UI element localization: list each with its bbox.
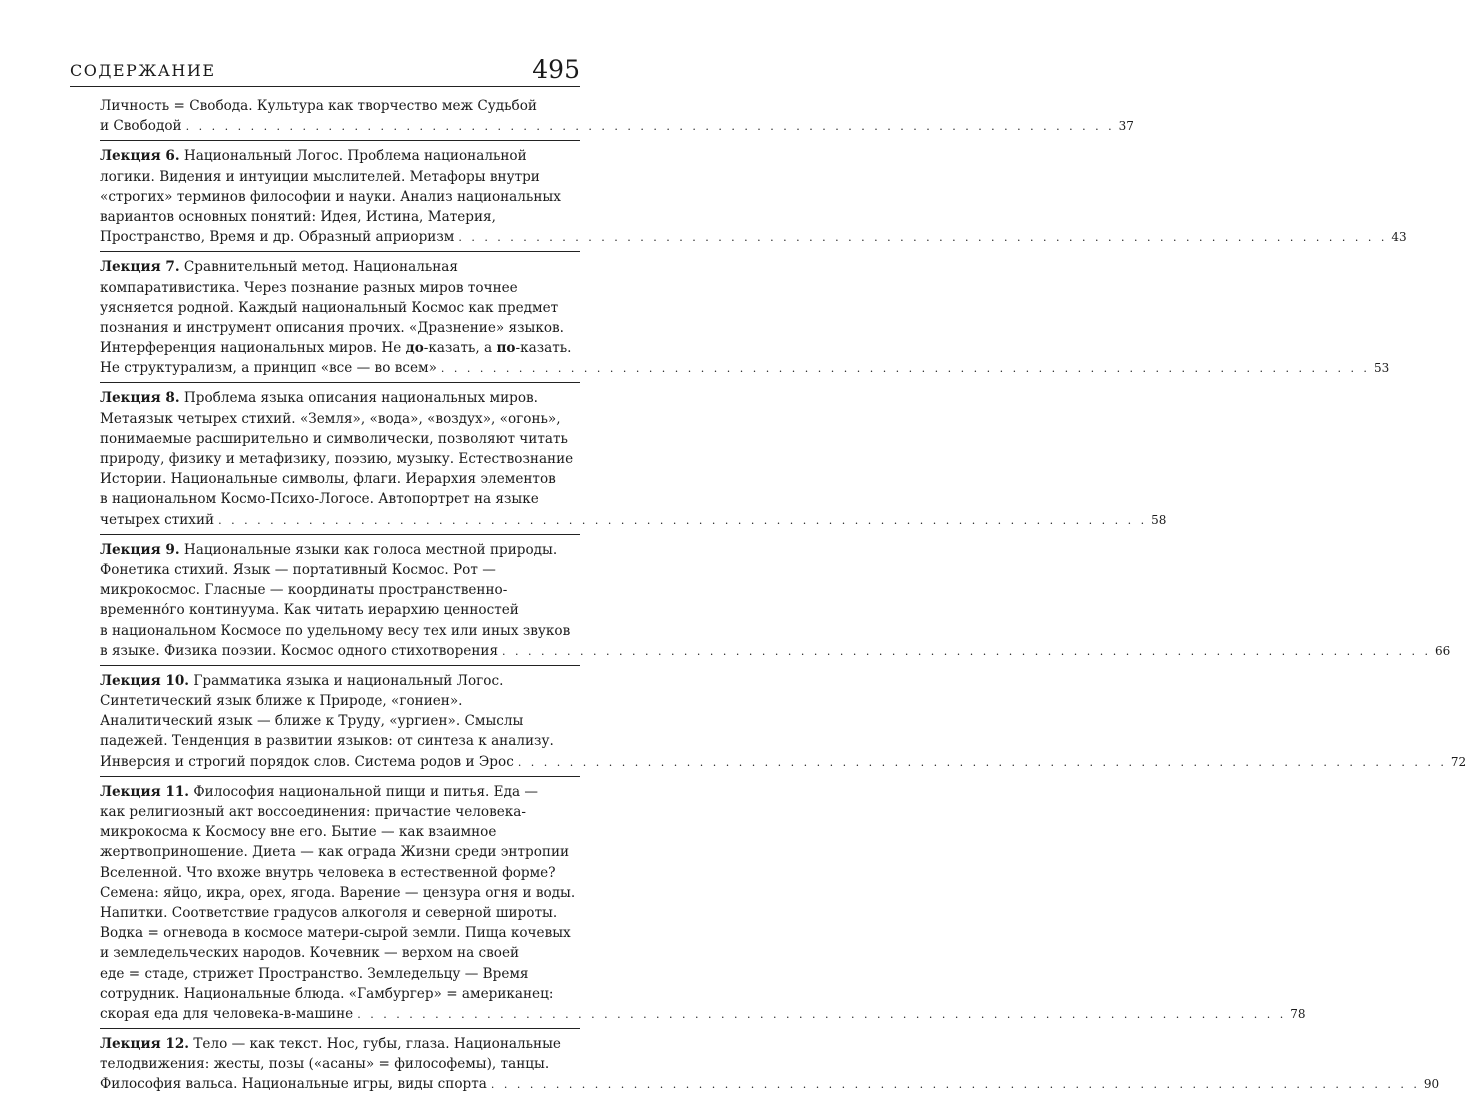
entry-page: 43 [1391, 230, 1407, 245]
toc-entry [100, 252, 1390, 383]
table-of-contents [100, 96, 1466, 1099]
entry-last-line [100, 1074, 1440, 1094]
toc-entry [100, 1029, 1440, 1099]
entry-line: сотрудник. Национальные блюда. «Гамбургер» = американец: [100, 985, 554, 1002]
entry-line: микрокосмос. Гласные — координаты пространственно- [100, 582, 508, 599]
lecture-label: Лекция 9. [100, 541, 180, 558]
entry-line: как религиозный акт воссоединения: причастие человека- [100, 804, 526, 820]
dot-leader: . . . . . . . . . . . . . . . . . . . . . . . . . . . . . . . . . . . . . . . . . . . . . . . . . . . . . . . . . . . . . . . . . . . . . . . . [517, 755, 1447, 769]
dot-leader: . . . . . . . . . . . . . . . . . . . . . . . . . . . . . . . . . . . . . . . . . . . . . . . . . . . . . . . . . . . . . . . . . . . . . . . . [440, 362, 1370, 376]
toc-entry [100, 666, 1466, 777]
page-number: 495 [532, 55, 580, 84]
entry-line: Вселенной. Что вхоже внутрь человека в естественной форме? [100, 864, 556, 881]
entry-line: «строгих» терминов философии и науки. Анализ национальных [100, 188, 561, 205]
entry-line: и Свободой [100, 118, 182, 135]
entry-line: Лекция 10. Грамматика языка и национальный Логос. [100, 672, 504, 689]
dot-leader: . . . . . . . . . . . . . . . . . . . . . . . . . . . . . . . . . . . . . . . . . . . . . . . . . . . . . . . . . . . . . . . . . . . . . . . . [458, 231, 1388, 245]
entry-line: Фонетика стихий. Язык — портативный Космос. Рот — [100, 561, 496, 578]
entry-page: 78 [1290, 1006, 1306, 1021]
entry-last-line [100, 227, 1407, 247]
entry-last-line [100, 510, 1167, 530]
entry-page: 37 [1118, 119, 1134, 134]
entry-line: в национальном Космосе по удельному весу тех или иных звуков [100, 622, 571, 639]
dot-leader: . . . . . . . . . . . . . . . . . . . . . . . . . . . . . . . . . . . . . . . . . . . . . . . . . . . . . . . . . . . . . . . . . . . . . . . . [357, 1007, 1287, 1021]
entry-line: логики. Видения и интуиции мыслителей. Метафоры внутри [100, 168, 540, 185]
entry-line: Личность = Свобода. Культура как творчество меж Судьбой [100, 98, 537, 114]
lecture-label: Лекция 8. [100, 390, 180, 407]
entry-line: телодвижения: жесты, позы («асаны» = философемы), танцы. [100, 1056, 550, 1073]
entry-line: падежей. Тенденция в развитии языков: от синтеза к анализу. [100, 733, 554, 750]
entry-line: Метаязык четырех стихий. «Земля», «вода», «воздух», «огонь», [100, 410, 561, 427]
entry-last-line [100, 116, 1134, 136]
running-header [70, 54, 580, 87]
entry-line: познания и инструмент описания прочих. «Дразнение» языков. [100, 319, 564, 336]
entry-line: и земледельческих народов. Кочевник — верхом на своей [100, 945, 520, 962]
entry-last-line [100, 1004, 1306, 1024]
toc-entry [100, 535, 1451, 666]
entry-line: Напитки. Соответствие градусов алкоголя и северной широты. [100, 904, 558, 921]
entry-line: Интерференция национальных миров. Не до-казать, а по-казать. [100, 340, 572, 357]
entry-line: Лекция 6. Национальный Логос. Проблема национальной [100, 148, 527, 165]
lecture-label: Лекция 11. [100, 783, 190, 800]
toc-entry [100, 777, 1306, 1029]
toc-entry [100, 96, 1134, 141]
entry-line: Лекция 12. Тело — как текст. Нос, губы, глаза. Национальные [100, 1036, 561, 1053]
entry-line: жертвоприношение. Диета — как ограда Жизни среди энтропии [100, 844, 570, 861]
lecture-label: Лекция 6. [100, 148, 180, 165]
header-title: СОДЕРЖАНИЕ [70, 61, 216, 80]
entry-line: Аналитический язык — ближе к Труду, «ургиен». Смыслы [100, 713, 524, 730]
entry-line: компаративистика. Через познание разных миров точнее [100, 279, 518, 296]
toc-entry [100, 383, 1167, 534]
entry-last-line [100, 752, 1466, 772]
entry-line: еде = стаде, стрижет Пространство. Земледельцу — Время [100, 965, 529, 982]
entry-line: Лекция 8. Проблема языка описания национальных миров. [100, 390, 538, 407]
entry-line: Пространство, Время и др. Образный априоризм [100, 229, 455, 246]
entry-page: 66 [1435, 643, 1451, 658]
entry-line: Лекция 9. Национальные языки как голоса местной природы. [100, 541, 558, 558]
entry-page: 72 [1450, 754, 1466, 769]
entry-line: природу, физику и метафизику, поэзию, музыку. Естествознание [100, 451, 574, 467]
lecture-label: Лекция 10. [100, 672, 190, 689]
dot-leader: . . . . . . . . . . . . . . . . . . . . . . . . . . . . . . . . . . . . . . . . . . . . . . . . . . . . . . . . . . . . . . . . . . . . . . . . [185, 120, 1115, 134]
entry-last-line [100, 358, 1390, 378]
entry-line: вариантов основных понятий: Идея, Истина, Материя, [100, 208, 496, 225]
entry-page: 90 [1423, 1077, 1440, 1092]
dot-leader: . . . . . . . . . . . . . . . . . . . . . . . . . . . . . . . . . . . . . . . . . . . . . . . . . . . . . . . . . . . . . . . . . . . . . . . . [490, 1078, 1420, 1092]
entry-line: Не структурализм, а принцип «все — во всем» [100, 360, 437, 377]
entry-line: Лекция 7. Сравнительный метод. Национальная [100, 259, 458, 276]
entry-page: 53 [1373, 361, 1390, 376]
entry-line: в языке. Физика поэзии. Космос одного стихотворения [100, 642, 499, 659]
lecture-label: Лекция 7. [100, 259, 180, 276]
entry-line: Лекция 11. Философия национальной пищи и питья. Еда — [100, 783, 538, 800]
entry-last-line [100, 641, 1451, 661]
lecture-label: Лекция 12. [100, 1036, 190, 1053]
entry-line: понимаемые расширительно и символически, позволяют читать [100, 430, 568, 447]
entry-line: Инверсия и строгий порядок слов. Система родов и Эрос [100, 753, 514, 770]
entry-line: временно́го континуума. Как читать иерархию ценностей [100, 602, 519, 619]
dot-leader: . . . . . . . . . . . . . . . . . . . . . . . . . . . . . . . . . . . . . . . . . . . . . . . . . . . . . . . . . . . . . . . . . . . . . . . . [502, 644, 1432, 658]
toc-entry [100, 141, 1407, 252]
entry-line: четырех стихий [100, 511, 215, 528]
entry-page: 58 [1151, 512, 1167, 527]
entry-line: скорая еда для человека-в-машине [100, 1005, 354, 1022]
entry-line: в национальном Космо-Психо-Логосе. Автопортрет на языке [100, 491, 539, 508]
entry-line: Истории. Национальные символы, флаги. Иерархия элементов [100, 471, 556, 488]
entry-line: Водка = огневода в космосе матери-сырой земли. Пища кочевых [100, 925, 571, 942]
entry-line: Синтетический язык ближе к Природе, «гониен». [100, 693, 463, 710]
entry-line: уясняется родной. Каждый национальный Космос как предмет [100, 299, 559, 316]
entry-line: Философия вальса. Национальные игры, виды спорта [100, 1076, 487, 1093]
entry-line: микрокосма к Космосу вне его. Бытие — как взаимное [100, 824, 497, 841]
dot-leader: . . . . . . . . . . . . . . . . . . . . . . . . . . . . . . . . . . . . . . . . . . . . . . . . . . . . . . . . . . . . . . . . . . . . . . . . [218, 513, 1148, 527]
entry-line: Семена: яйцо, икра, орех, ягода. Варение — цензура огня и воды. [100, 884, 576, 901]
